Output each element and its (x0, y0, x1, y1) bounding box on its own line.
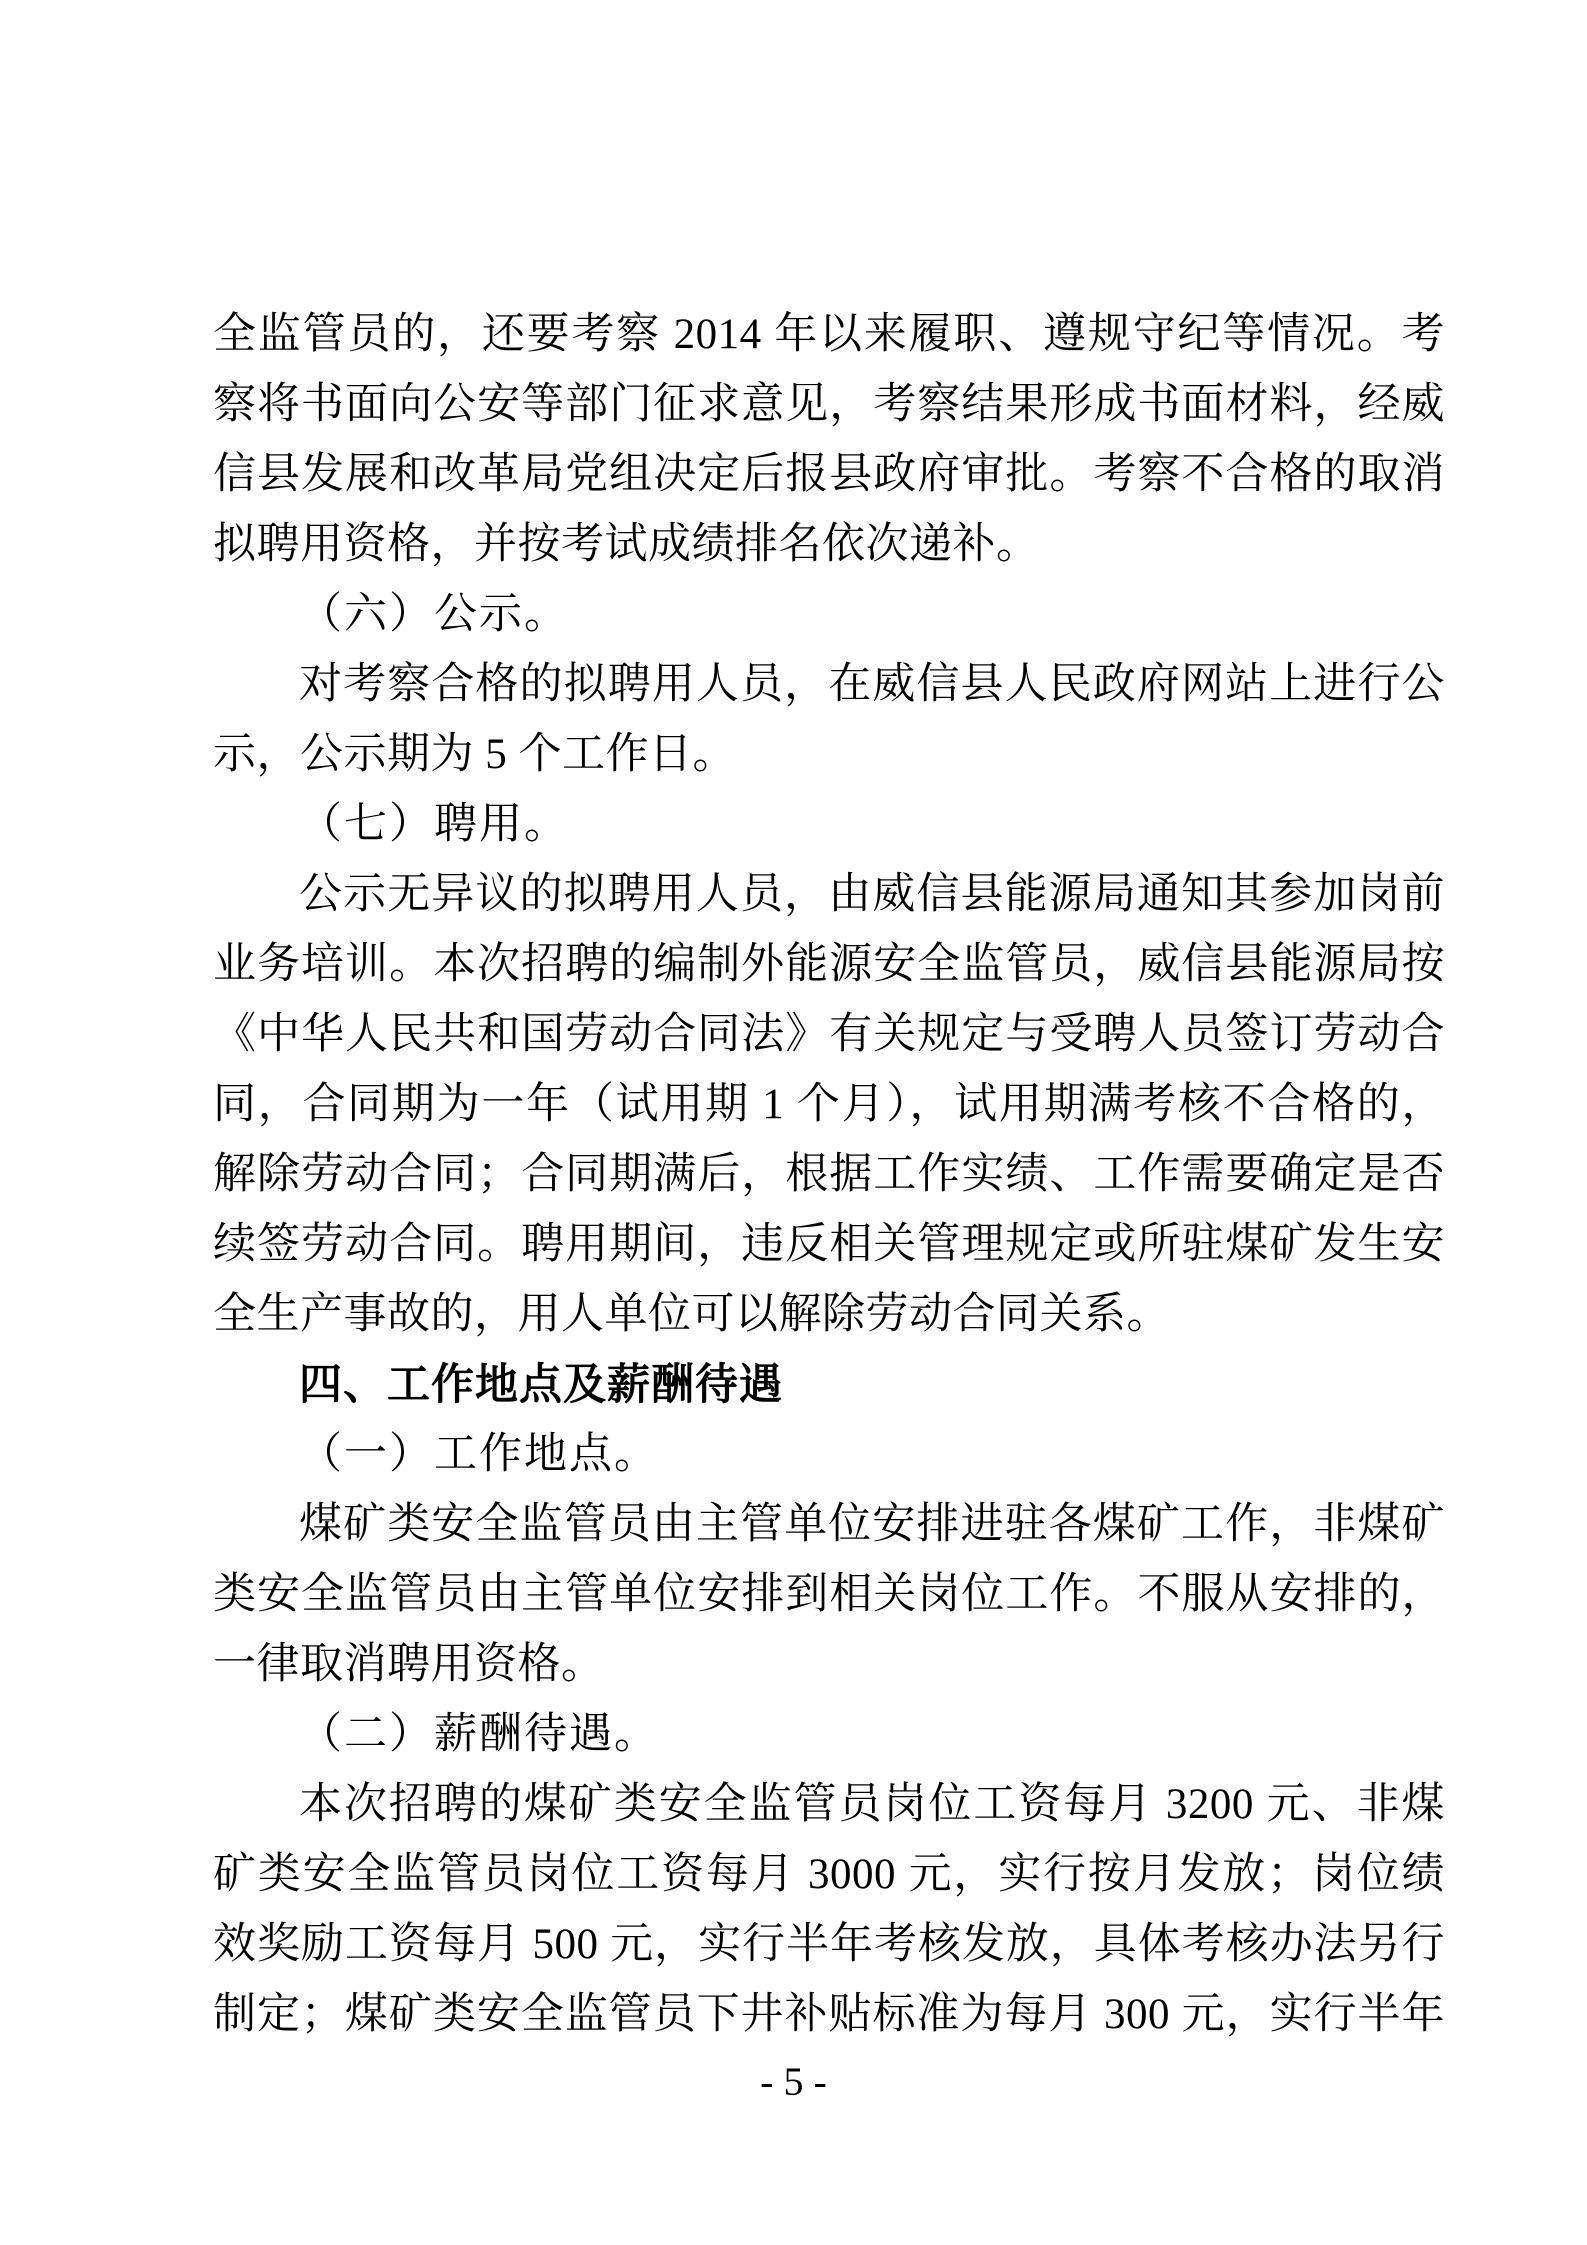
text-line: 公示无异议的拟聘用人员，由威信县能源局通知其参加岗前 (299, 871, 1445, 918)
text-line: 《中华人民共和国劳动合同法》有关规定与受聘人员签订劳动合 (213, 1011, 1445, 1058)
text-line: 类安全监管员由主管单位安排到相关岗位工作。不服从安排的， (213, 1571, 1445, 1618)
text-line: 效奖励工资每月 500 元，实行半年考核发放，具体考核办法另行 (213, 1921, 1445, 1968)
text-line: 察将书面向公安等部门征求意见，考察结果形成书面材料，经威 (213, 381, 1445, 428)
text-line: 一律取消聘用资格。 (213, 1641, 605, 1688)
text-line: 示，公示期为 5 个工作日。 (213, 731, 736, 778)
section-heading: 四、工作地点及薪酬待遇 (299, 1361, 783, 1409)
text-line: 业务培训。本次招聘的编制外能源安全监管员，威信县能源局按 (213, 941, 1445, 988)
text-line: 解除劳动合同；合同期满后，根据工作实绩、工作需要确定是否 (213, 1151, 1445, 1198)
text-line: 煤矿类安全监管员由主管单位安排进驻各煤矿工作，非煤矿 (299, 1501, 1445, 1548)
text-line: 续签劳动合同。聘用期间，违反相关管理规定或所驻煤矿发生安 (213, 1221, 1445, 1268)
subsection-heading: （六）公示。 (299, 591, 569, 638)
subsection-heading: （二）薪酬待遇。 (299, 1711, 659, 1758)
document-body (213, 300, 1445, 2050)
text-line: 全生产事故的，用人单位可以解除劳动合同关系。 (213, 1291, 1170, 1338)
text-line: 本次招聘的煤矿类安全监管员岗位工资每月 3200 元、非煤 (299, 1781, 1445, 1828)
page-number: - 5 - (760, 2059, 827, 2104)
subsection-heading: （七）聘用。 (299, 801, 569, 848)
text-line: 制定；煤矿类安全监管员下井补贴标准为每月 300 元，实行半年 (213, 1991, 1445, 2038)
text-line: 信县发展和改革局党组决定后报县政府审批。考察不合格的取消 (213, 451, 1445, 498)
text-line: 对考察合格的拟聘用人员，在威信县人民政府网站上进行公 (299, 661, 1445, 708)
text-line: 同，合同期为一年（试用期 1 个月），试用期满考核不合格的， (213, 1081, 1445, 1128)
subsection-heading: （一）工作地点。 (299, 1431, 659, 1478)
text-line: 全监管员的，还要考察 2014 年以来履职、遵规守纪等情况。考 (213, 311, 1445, 358)
text-line: 拟聘用资格，并按考试成绩排名依次递补。 (213, 521, 1040, 568)
text-line: 矿类安全监管员岗位工资每月 3000 元，实行按月发放；岗位绩 (213, 1851, 1445, 1898)
